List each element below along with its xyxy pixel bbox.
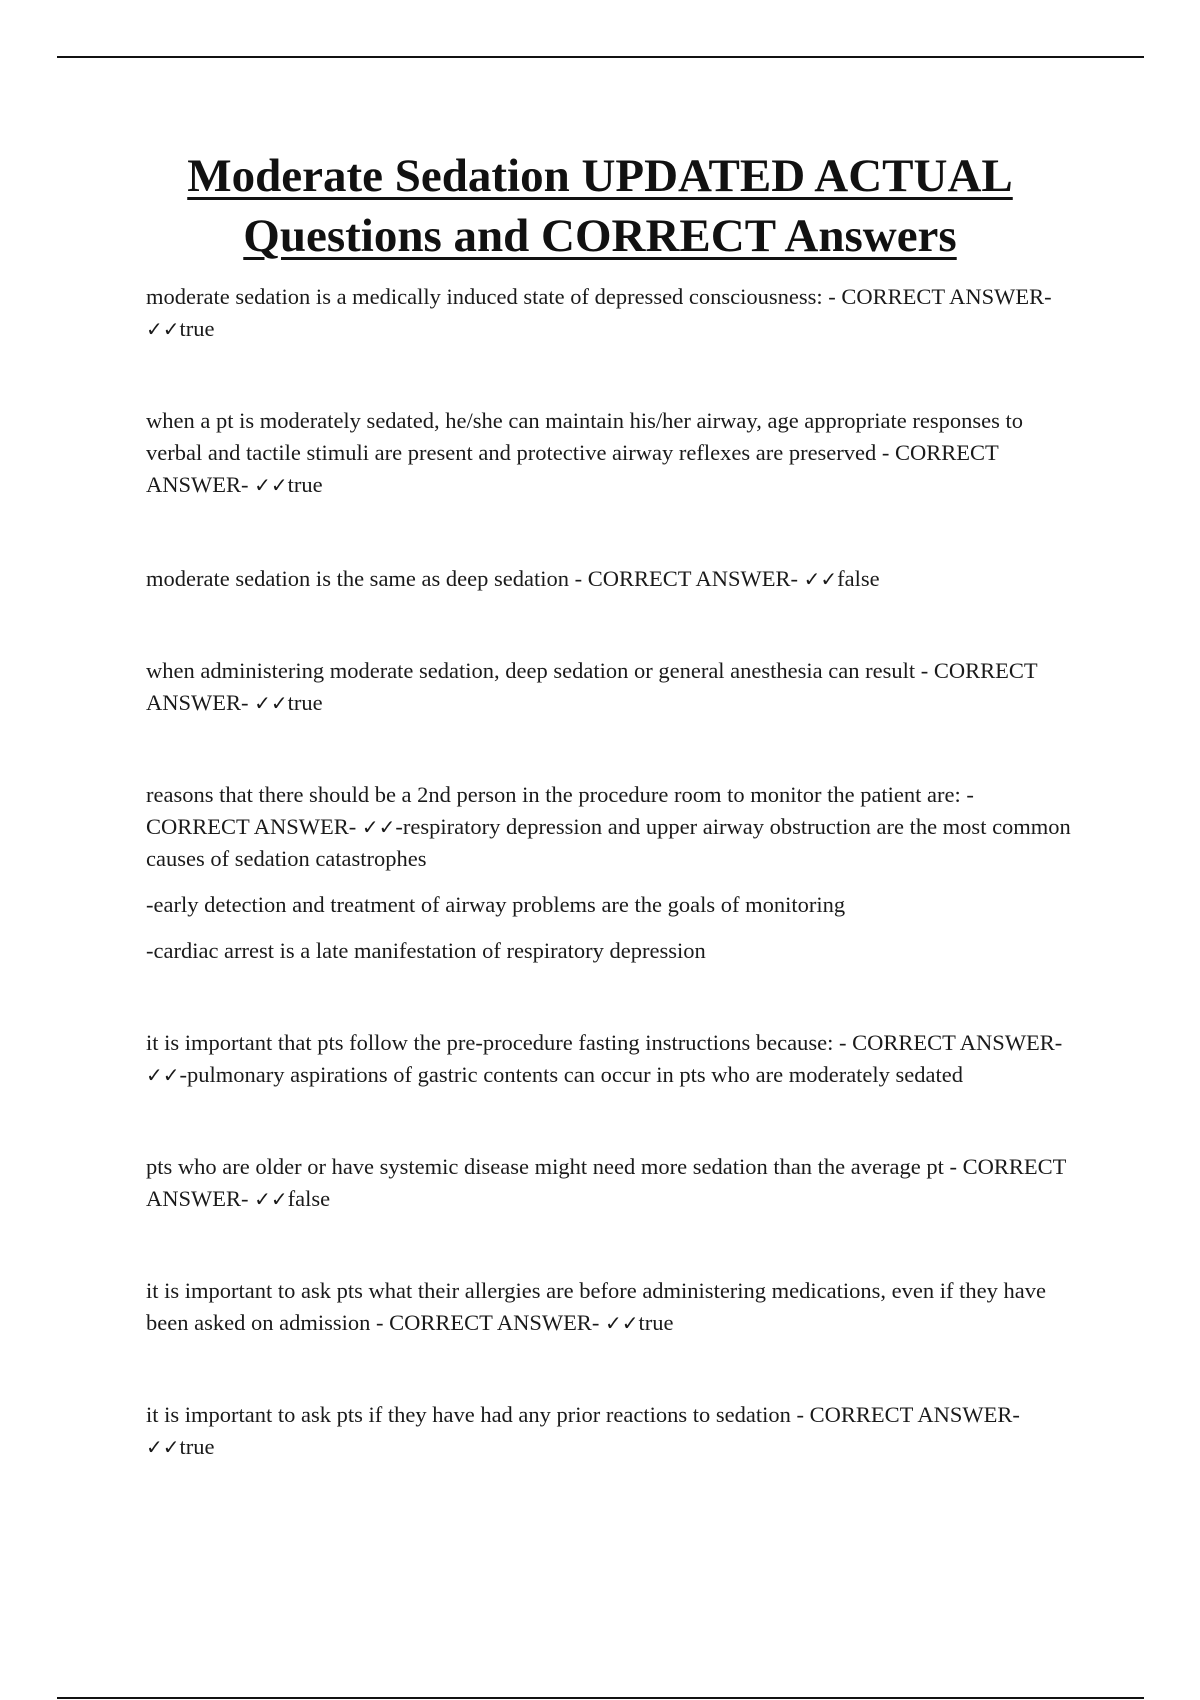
question-text: pts who are older or have systemic disease might need more sedation than the average pt - CORRECT ANSWER- bbox=[146, 1154, 1066, 1211]
double-check-icon: ✓✓ bbox=[604, 1311, 639, 1335]
top-rule bbox=[57, 56, 1144, 58]
answer-text: true bbox=[287, 472, 323, 497]
qa-text bbox=[146, 1275, 1076, 1339]
qa-item-3 bbox=[146, 563, 1076, 595]
double-check-icon: ✓✓ bbox=[803, 567, 838, 591]
qa-text bbox=[146, 563, 1076, 595]
answer-text: false bbox=[837, 566, 880, 591]
answer-text: -pulmonary aspirations of gastric contents can occur in pts who are moderately sedated bbox=[179, 1062, 964, 1087]
question-text: when a pt is moderately sedated, he/she can maintain his/her airway, age appropriate responses to verbal and tactile stimuli are present and protective airway reflexes are preserved - CORRECT ANSWER- bbox=[146, 408, 1023, 497]
answer-text: true bbox=[638, 1310, 674, 1335]
qa-item-7 bbox=[146, 1151, 1076, 1215]
question-text: it is important to ask pts if they have had any prior reactions to sedation - CORRECT ANSWER- bbox=[146, 1402, 1020, 1427]
qa-item-8 bbox=[146, 1275, 1076, 1339]
qa-text bbox=[146, 779, 1076, 875]
title-line-1: Moderate Sedation UPDATED ACTUAL bbox=[187, 150, 1013, 202]
double-check-icon: ✓✓ bbox=[254, 473, 288, 497]
bottom-rule bbox=[57, 1697, 1144, 1699]
qa-list bbox=[146, 281, 1076, 1463]
answer-text: true bbox=[287, 690, 323, 715]
title-line-2: Questions and CORRECT Answers bbox=[243, 210, 957, 262]
qa-item-2 bbox=[146, 405, 1076, 501]
answer-text: true bbox=[179, 1434, 215, 1459]
answer-text: -respiratory depression and upper airway obstruction are the most common causes of sedation catastrophes bbox=[146, 814, 1071, 871]
double-check-icon: ✓✓ bbox=[146, 1435, 180, 1459]
qa-text bbox=[146, 655, 1076, 719]
double-check-icon: ✓✓ bbox=[146, 317, 180, 341]
qa-text bbox=[146, 1151, 1076, 1215]
qa-item-5 bbox=[146, 779, 1076, 967]
question-text: it is important that pts follow the pre-procedure fasting instructions because: - CORRECT ANSWER- bbox=[146, 1030, 1063, 1055]
double-check-icon: ✓✓ bbox=[254, 691, 288, 715]
double-check-icon: ✓✓ bbox=[254, 1187, 288, 1211]
question-text: it is important to ask pts what their allergies are before administering medications, even if they have been asked on admission - CORRECT ANSWER- bbox=[146, 1278, 1046, 1335]
question-text: when administering moderate sedation, deep sedation or general anesthesia can result - CORRECT ANSWER- bbox=[146, 658, 1038, 715]
answer-continuation: -cardiac arrest is a late manifestation of respiratory depression bbox=[146, 938, 706, 963]
question-text: moderate sedation is a medically induced state of depressed consciousness: - CORRECT ANSWER- bbox=[146, 284, 1052, 309]
question-text: reasons that there should be a 2nd person in the procedure room to monitor the patient are: - CORRECT ANSWER- bbox=[146, 782, 974, 839]
qa-item-4 bbox=[146, 655, 1076, 719]
qa-text bbox=[146, 1027, 1076, 1091]
qa-text bbox=[146, 281, 1076, 345]
answer-continuation: -early detection and treatment of airway problems are the goals of monitoring bbox=[146, 892, 846, 917]
qa-item-6 bbox=[146, 1027, 1076, 1091]
qa-item-9 bbox=[146, 1399, 1076, 1463]
double-check-icon: ✓✓ bbox=[361, 815, 396, 839]
qa-item-1 bbox=[146, 281, 1076, 345]
qa-text bbox=[146, 1399, 1076, 1463]
double-check-icon: ✓✓ bbox=[146, 1063, 180, 1087]
answer-text: true bbox=[179, 316, 215, 341]
document-title bbox=[0, 146, 1200, 266]
answer-text: false bbox=[287, 1186, 331, 1211]
question-text: moderate sedation is the same as deep sedation - CORRECT ANSWER- bbox=[146, 566, 804, 591]
qa-text bbox=[146, 405, 1076, 501]
